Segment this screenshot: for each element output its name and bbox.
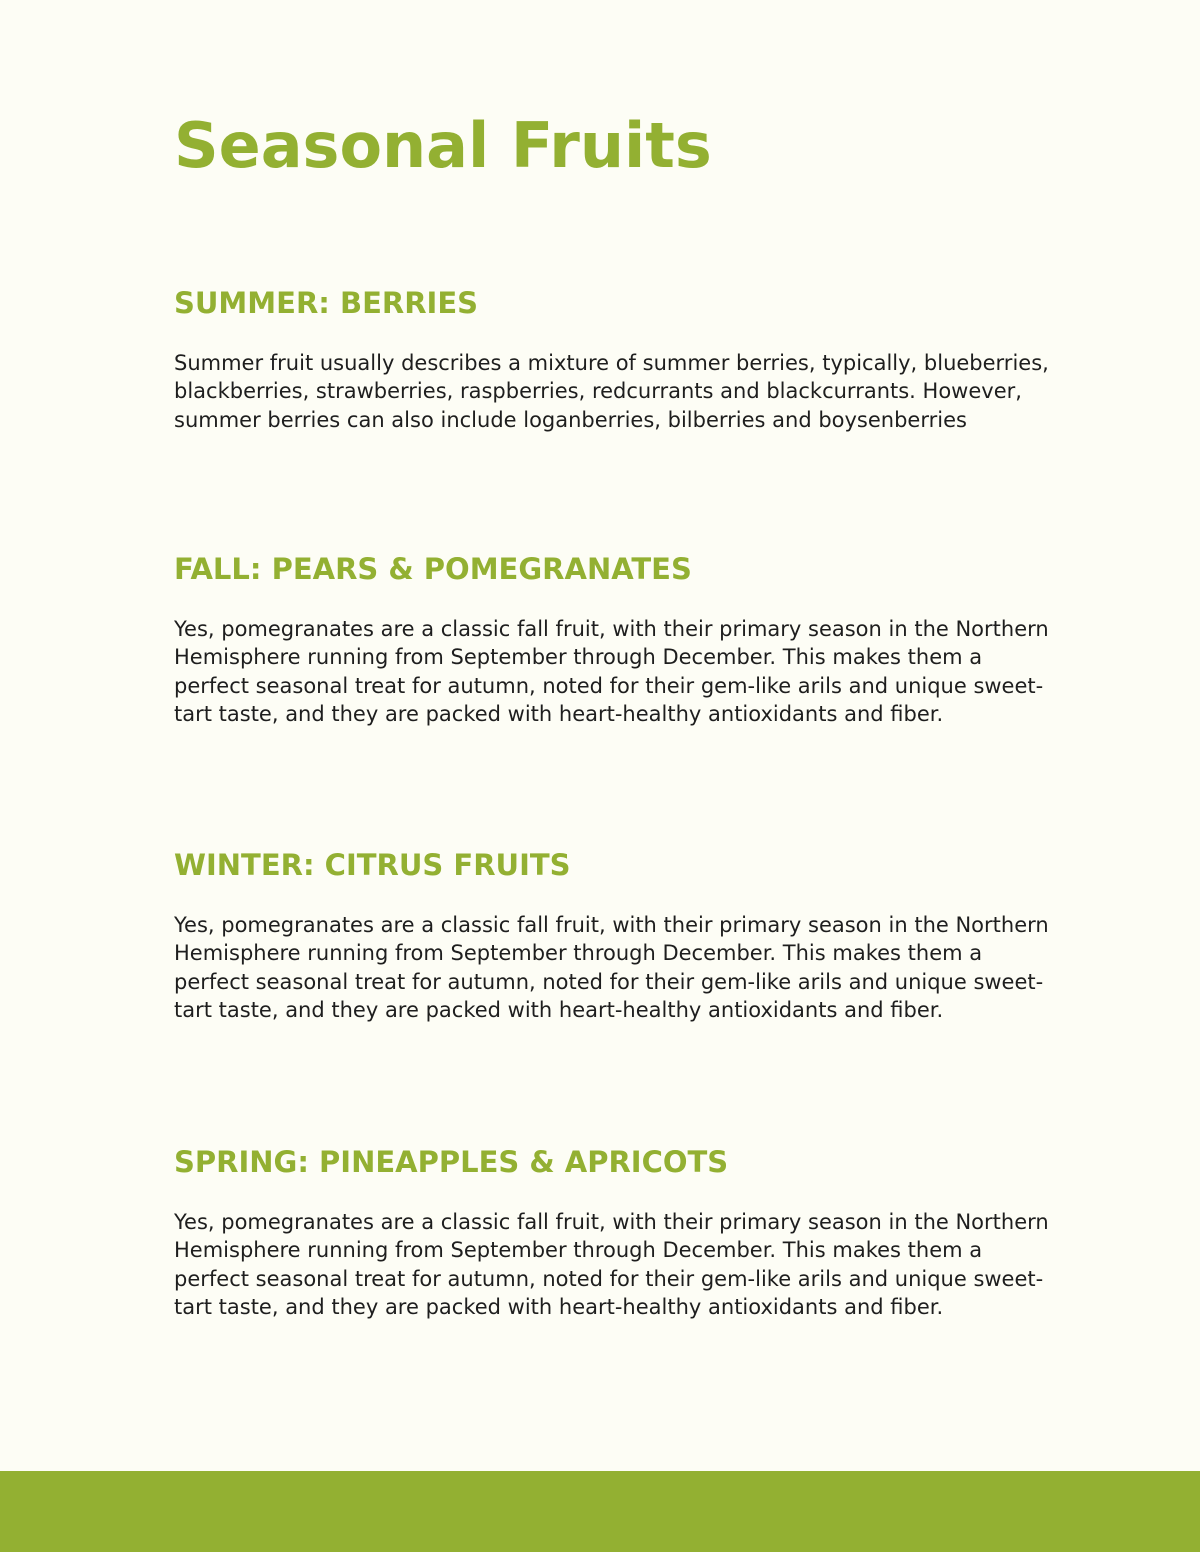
section-heading: WINTER: CITRUS FRUITS — [174, 848, 571, 882]
section-body: Summer fruit usually describes a mixture of summer berries, typically, blueberries, blackberries, strawberries, raspberries, redcurrants and blackcurrants. However, summer berries can also include loganberries, bilberries and boysenberries — [174, 351, 1049, 432]
section-heading: SPRING: PINEAPPLES & APRICOTS — [174, 1145, 729, 1179]
section-body: Yes, pomegranates are a classic fall fruit, with their primary season in the Northern Hemisphere running from September through December. This makes them a perfect seasonal treat for autumn, noted for their gem-like arils and unique sweet-tart taste, and they are packed with heart-healthy antioxidants and fiber. — [174, 617, 1049, 726]
footer-bar — [0, 1471, 1200, 1552]
section-summer — [174, 285, 1054, 434]
section-heading: SUMMER: BERRIES — [174, 286, 479, 320]
page-title: Seasonal Fruits — [174, 109, 712, 182]
section-body: Yes, pomegranates are a classic fall fruit, with their primary season in the Northern Hemisphere running from September through December. This makes them a perfect seasonal treat for autumn, noted for their gem-like arils and unique sweet-tart taste, and they are packed with heart-healthy antioxidants and fiber. — [174, 1210, 1049, 1319]
section-winter — [174, 847, 1054, 1024]
section-heading: FALL: PEARS & POMEGRANATES — [174, 552, 692, 586]
section-fall — [174, 551, 1054, 728]
section-body: Yes, pomegranates are a classic fall fruit, with their primary season in the Northern Hemisphere running from September through December. This makes them a perfect seasonal treat for autumn, noted for their gem-like arils and unique sweet-tart taste, and they are packed with heart-healthy antioxidants and fiber. — [174, 913, 1049, 1022]
section-spring — [174, 1144, 1054, 1321]
